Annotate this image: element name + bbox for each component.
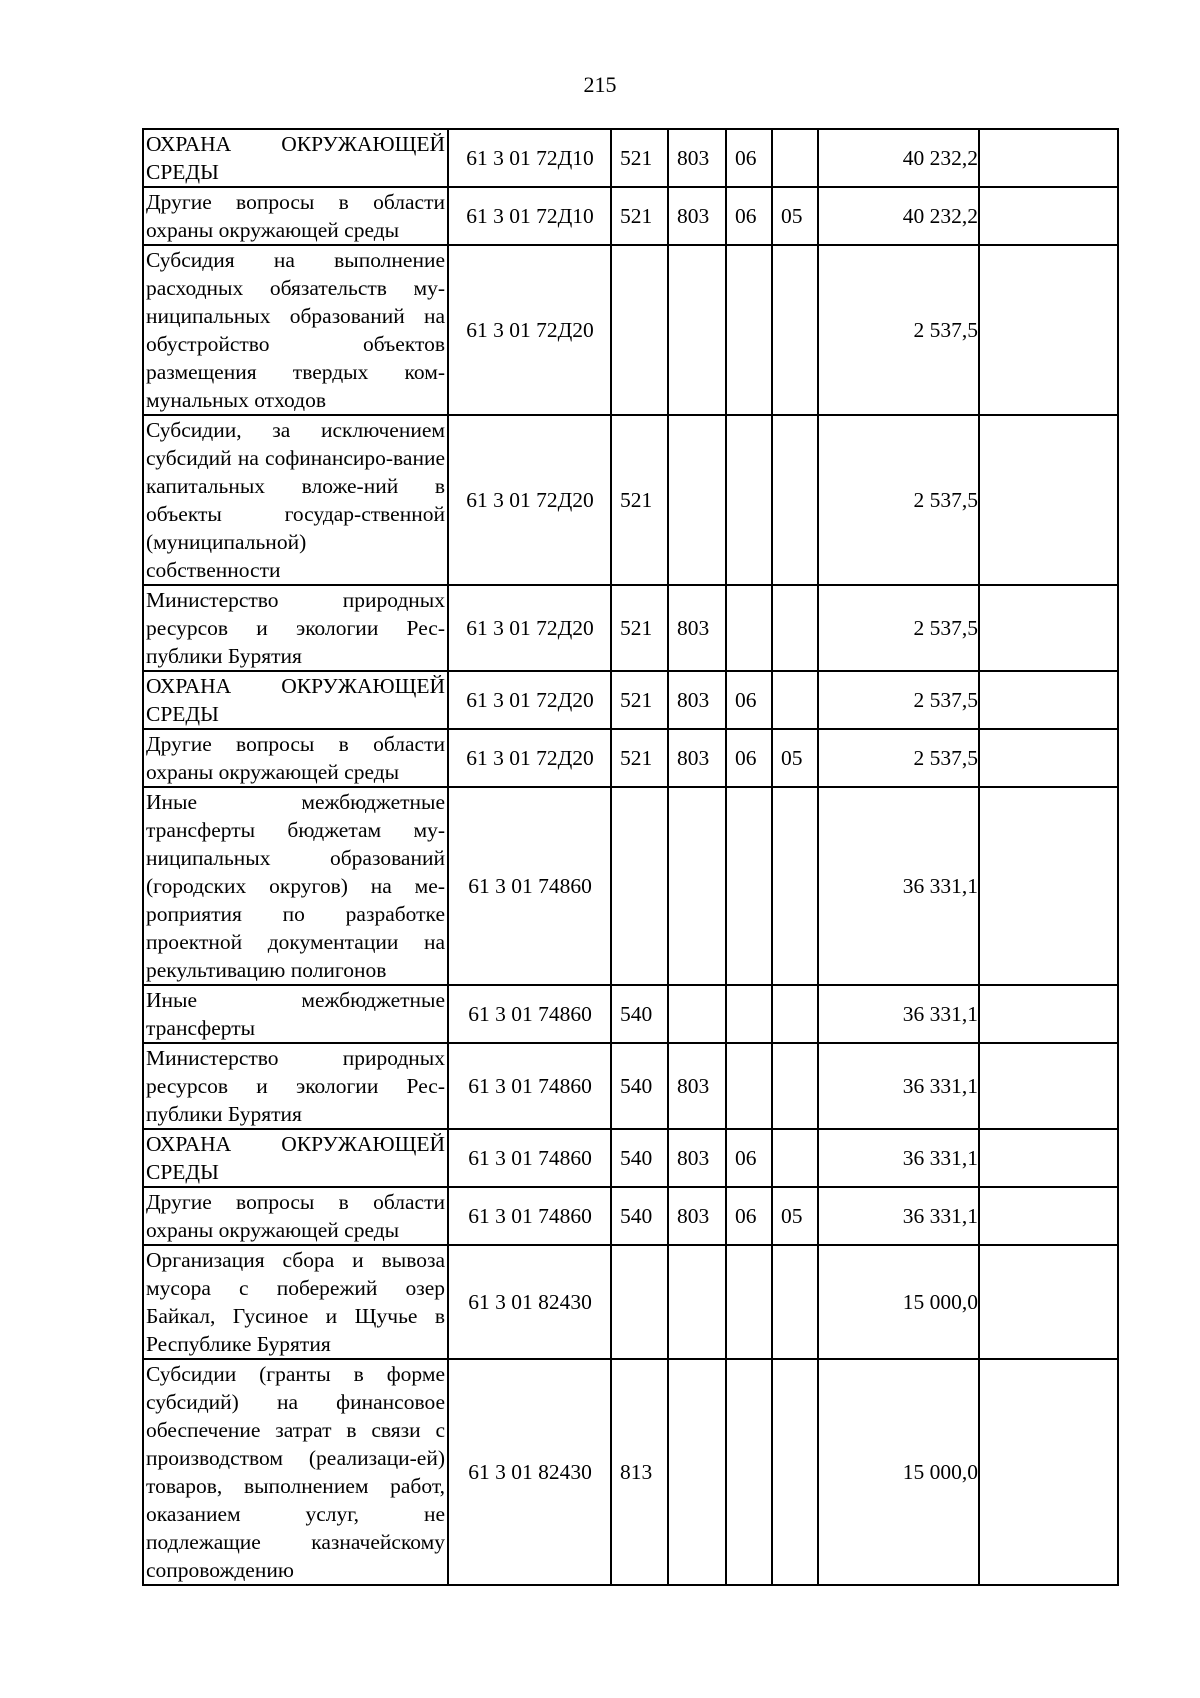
ministry-code-cell: 803 (668, 1129, 726, 1187)
target-article-cell: 61 3 01 72Д10 (448, 129, 611, 187)
table-row (143, 1245, 1118, 1359)
budget-table (142, 128, 1119, 1586)
expense-name-cell: Субсидии (гранты в форме субсидий) на финансовое обеспечение затрат в связи с производством (реализаци-ей) товаров, выполнением работ, оказанием услуг, не подлежащие казначейскому сопровождению (143, 1359, 448, 1585)
expense-name-cell: Субсидии, за исключением субсидий на софинансиро-вание капитальных вложе-ний в объекты государ-ственной (муниципальной) собственности (143, 415, 448, 585)
expense-name-cell: Иные межбюджетные трансферты бюджетам му-ниципальных образований (городских округов) на ме-роприятия по разработке проектной документации на рекультивацию полигонов (143, 787, 448, 985)
ministry-code-cell (668, 245, 726, 415)
amount-cell: 36 331,1 (818, 985, 979, 1043)
amount-cell: 2 537,5 (818, 671, 979, 729)
section-code-cell: 06 (726, 1129, 772, 1187)
table-row (143, 729, 1118, 787)
expense-name-cell: Другие вопросы в области охраны окружающей среды (143, 187, 448, 245)
ministry-code-cell (668, 1359, 726, 1585)
target-article-cell: 61 3 01 72Д20 (448, 729, 611, 787)
ministry-code-cell (668, 1245, 726, 1359)
extra-cell (979, 1359, 1118, 1585)
extra-cell (979, 415, 1118, 585)
table-row (143, 245, 1118, 415)
expense-name-cell: ОХРАНА ОКРУЖАЮЩЕЙ СРЕДЫ (143, 129, 448, 187)
section-code-cell: 06 (726, 729, 772, 787)
subsection-code-cell (772, 671, 818, 729)
amount-cell: 36 331,1 (818, 1187, 979, 1245)
ministry-code-cell: 803 (668, 729, 726, 787)
expense-name-cell: Другие вопросы в области охраны окружающей среды (143, 1187, 448, 1245)
target-article-cell: 61 3 01 72Д20 (448, 585, 611, 671)
expense-type-cell: 540 (611, 1187, 668, 1245)
subsection-code-cell (772, 1043, 818, 1129)
target-article-cell: 61 3 01 74860 (448, 1187, 611, 1245)
extra-cell (979, 1245, 1118, 1359)
table-row (143, 671, 1118, 729)
ministry-code-cell (668, 415, 726, 585)
ministry-code-cell: 803 (668, 585, 726, 671)
section-code-cell (726, 245, 772, 415)
table-row (143, 1129, 1118, 1187)
target-article-cell: 61 3 01 72Д20 (448, 415, 611, 585)
subsection-code-cell (772, 1245, 818, 1359)
expense-name-cell: Министерство природных ресурсов и экологии Рес-публики Бурятия (143, 585, 448, 671)
target-article-cell: 61 3 01 72Д20 (448, 671, 611, 729)
page-number: 215 (583, 72, 617, 97)
extra-cell (979, 1187, 1118, 1245)
expense-type-cell: 540 (611, 985, 668, 1043)
section-code-cell (726, 1359, 772, 1585)
extra-cell (979, 585, 1118, 671)
expense-type-cell: 521 (611, 187, 668, 245)
ministry-code-cell: 803 (668, 1187, 726, 1245)
expense-type-cell: 521 (611, 129, 668, 187)
subsection-code-cell (772, 787, 818, 985)
amount-cell: 2 537,5 (818, 585, 979, 671)
expense-type-cell: 521 (611, 671, 668, 729)
table-row (143, 787, 1118, 985)
subsection-code-cell: 05 (772, 729, 818, 787)
expense-name-cell: Министерство природных ресурсов и экологии Рес-публики Бурятия (143, 1043, 448, 1129)
subsection-code-cell (772, 129, 818, 187)
extra-cell (979, 729, 1118, 787)
target-article-cell: 61 3 01 74860 (448, 1043, 611, 1129)
expense-type-cell: 540 (611, 1043, 668, 1129)
amount-cell: 2 537,5 (818, 245, 979, 415)
table-row (143, 187, 1118, 245)
table-body (143, 129, 1118, 1585)
extra-cell (979, 245, 1118, 415)
target-article-cell: 61 3 01 82430 (448, 1245, 611, 1359)
target-article-cell: 61 3 01 82430 (448, 1359, 611, 1585)
target-article-cell: 61 3 01 74860 (448, 985, 611, 1043)
expense-type-cell (611, 787, 668, 985)
expense-name-cell: ОХРАНА ОКРУЖАЮЩЕЙ СРЕДЫ (143, 671, 448, 729)
target-article-cell: 61 3 01 72Д10 (448, 187, 611, 245)
section-code-cell: 06 (726, 129, 772, 187)
subsection-code-cell (772, 415, 818, 585)
ministry-code-cell (668, 985, 726, 1043)
subsection-code-cell (772, 985, 818, 1043)
expense-type-cell: 521 (611, 415, 668, 585)
amount-cell: 40 232,2 (818, 129, 979, 187)
section-code-cell: 06 (726, 671, 772, 729)
target-article-cell: 61 3 01 72Д20 (448, 245, 611, 415)
extra-cell (979, 671, 1118, 729)
subsection-code-cell (772, 1359, 818, 1585)
amount-cell: 36 331,1 (818, 1043, 979, 1129)
expense-type-cell (611, 245, 668, 415)
extra-cell (979, 985, 1118, 1043)
ministry-code-cell: 803 (668, 187, 726, 245)
section-code-cell (726, 585, 772, 671)
extra-cell (979, 129, 1118, 187)
section-code-cell: 06 (726, 187, 772, 245)
section-code-cell (726, 985, 772, 1043)
ministry-code-cell: 803 (668, 671, 726, 729)
section-code-cell: 06 (726, 1187, 772, 1245)
expense-name-cell: ОХРАНА ОКРУЖАЮЩЕЙ СРЕДЫ (143, 1129, 448, 1187)
table-row (143, 585, 1118, 671)
amount-cell: 36 331,1 (818, 1129, 979, 1187)
table-row (143, 1187, 1118, 1245)
target-article-cell: 61 3 01 74860 (448, 1129, 611, 1187)
section-code-cell (726, 1043, 772, 1129)
amount-cell: 15 000,0 (818, 1359, 979, 1585)
amount-cell: 15 000,0 (818, 1245, 979, 1359)
extra-cell (979, 1129, 1118, 1187)
expense-name-cell: Организация сбора и вывоза мусора с побережий озер Байкал, Гусиное и Щучье в Республике Бурятия (143, 1245, 448, 1359)
section-code-cell (726, 787, 772, 985)
extra-cell (979, 1043, 1118, 1129)
table-row (143, 1043, 1118, 1129)
subsection-code-cell: 05 (772, 187, 818, 245)
expense-type-cell: 521 (611, 585, 668, 671)
expense-type-cell: 521 (611, 729, 668, 787)
subsection-code-cell (772, 585, 818, 671)
ministry-code-cell (668, 787, 726, 985)
amount-cell: 40 232,2 (818, 187, 979, 245)
target-article-cell: 61 3 01 74860 (448, 787, 611, 985)
expense-name-cell: Другие вопросы в области охраны окружающей среды (143, 729, 448, 787)
ministry-code-cell: 803 (668, 129, 726, 187)
expense-name-cell: Иные межбюджетные трансферты (143, 985, 448, 1043)
expense-type-cell: 813 (611, 1359, 668, 1585)
subsection-code-cell: 05 (772, 1187, 818, 1245)
extra-cell (979, 787, 1118, 985)
expense-type-cell: 540 (611, 1129, 668, 1187)
section-code-cell (726, 1245, 772, 1359)
expense-type-cell (611, 1245, 668, 1359)
amount-cell: 36 331,1 (818, 787, 979, 985)
table-row (143, 129, 1118, 187)
subsection-code-cell (772, 1129, 818, 1187)
expense-name-cell: Субсидия на выполнение расходных обязательств му-ниципальных образований на обустройство объектов размещения твердых ком-мунальных отходов (143, 245, 448, 415)
subsection-code-cell (772, 245, 818, 415)
table-row (143, 415, 1118, 585)
amount-cell: 2 537,5 (818, 415, 979, 585)
ministry-code-cell: 803 (668, 1043, 726, 1129)
amount-cell: 2 537,5 (818, 729, 979, 787)
table-row (143, 985, 1118, 1043)
section-code-cell (726, 415, 772, 585)
extra-cell (979, 187, 1118, 245)
table-row (143, 1359, 1118, 1585)
